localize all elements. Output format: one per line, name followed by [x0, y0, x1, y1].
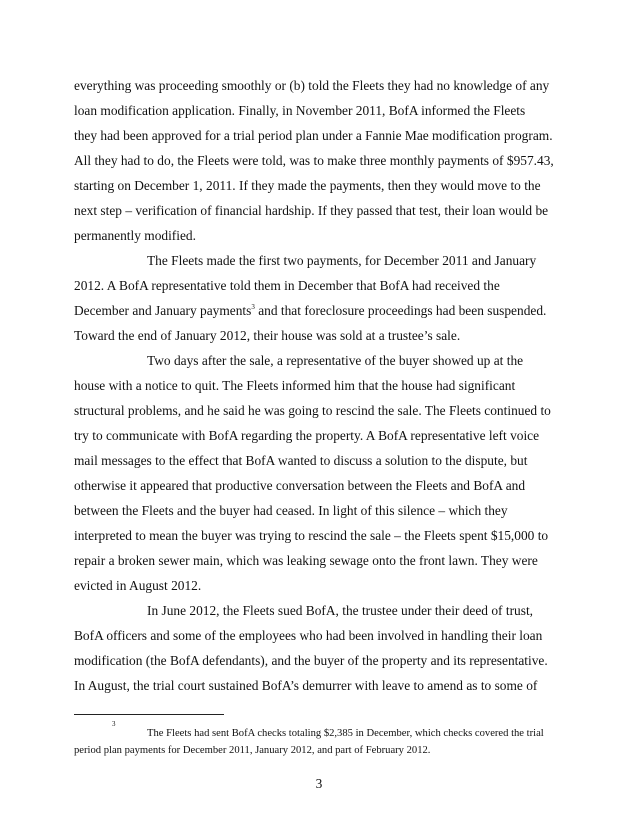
page-number: 3 — [315, 776, 323, 791]
body-line-text: they had been approved for a trial period plan under a Fannie Mae modification program. — [74, 128, 553, 143]
body-line-text: everything was proceeding smoothly or (b) told the Fleets they had no knowledge of any — [74, 78, 550, 93]
body-line — [74, 153, 554, 169]
body-line-text: between the Fleets and the buyer had ceased. In light of this silence – which they — [74, 503, 508, 518]
body-line — [74, 103, 525, 119]
body-line-text: structural problems, and he said he was going to rescind the sale. The Fleets continued to — [74, 403, 551, 418]
body-line — [74, 228, 196, 244]
body-line — [74, 203, 548, 219]
body-line — [74, 403, 551, 419]
body-line — [74, 503, 508, 519]
body-line — [74, 78, 549, 94]
body-line-text: loan modification application. Finally, in November 2011, BofA informed the Fleets — [74, 103, 526, 118]
body-line — [74, 178, 541, 194]
body-line — [147, 353, 523, 369]
body-line — [74, 303, 546, 319]
body-line-text: The Fleets made the first two payments, for December 2011 and January — [147, 253, 537, 268]
body-line-text: next step – verification of financial hardship. If they passed that test, their loan would be — [74, 203, 549, 218]
footnote-reference: 3 — [251, 303, 255, 311]
body-line-text: starting on December 1, 2011. If they made the payments, then they would move to the — [74, 178, 541, 193]
footnote-line-2: period plan payments for December 2011, January 2012, and part of February 2012. — [74, 745, 431, 756]
body-line — [74, 628, 542, 644]
footnote-separator — [74, 714, 224, 715]
body-line — [74, 578, 201, 594]
body-line-text: BofA officers and some of the employees who had been involved in handling their loan — [74, 628, 543, 643]
body-line-text: try to communicate with BofA regarding the property. A BofA representative left voice — [74, 428, 540, 443]
footnote-marker: 3 — [112, 720, 116, 728]
body-line-text: All they had to do, the Fleets were told, was to make three monthly payments of $957.43, — [74, 153, 554, 168]
body-line-text: December and January payments — [74, 303, 252, 318]
body-line — [147, 253, 536, 269]
body-line-text: In June 2012, the Fleets sued BofA, the trustee under their deed of trust, — [147, 603, 534, 618]
body-line — [74, 478, 525, 494]
body-line — [74, 278, 500, 294]
body-line-text: interpreted to mean the buyer was trying to rescind the sale – the Fleets spent $15,000 to — [74, 528, 549, 543]
body-line-text: mail messages to the effect that BofA wanted to discuss a solution to the dispute, but — [74, 453, 528, 468]
body-line — [74, 553, 538, 569]
body-line-text: house with a notice to quit. The Fleets informed him that the house had significant — [74, 378, 516, 393]
body-line-text: Two days after the sale, a representative of the buyer showed up at the — [147, 353, 524, 368]
body-line — [74, 378, 515, 394]
body-line-text: permanently modified. — [74, 228, 196, 243]
body-line-text: modification (the BofA defendants), and the buyer of the property and its representative. — [74, 653, 548, 668]
body-line-text: In August, the trial court sustained BofA’s demurrer with leave to amend as to some of — [74, 678, 538, 693]
body-line — [74, 653, 548, 669]
body-line-text: otherwise it appeared that productive conversation between the Fleets and BofA and — [74, 478, 526, 493]
body-line-text: evicted in August 2012. — [74, 578, 202, 593]
body-line — [147, 603, 533, 619]
body-line-text: 2012. A BofA representative told them in December that BofA had received the — [74, 278, 500, 293]
body-line — [74, 328, 460, 344]
body-line — [74, 453, 527, 469]
body-line — [74, 428, 539, 444]
body-line — [74, 528, 548, 544]
body-line — [74, 678, 537, 694]
body-line — [74, 128, 553, 144]
body-line-text: Toward the end of January 2012, their house was sold at a trustee’s sale. — [74, 328, 461, 343]
footnote-line-1: The Fleets had sent BofA checks totaling $2,385 in December, which checks covered the trial — [147, 728, 544, 739]
body-line-text: repair a broken sewer main, which was leaking sewage onto the front lawn. They were — [74, 553, 538, 568]
body-line-text-continued: and that foreclosure proceedings had been suspended. — [254, 303, 547, 318]
